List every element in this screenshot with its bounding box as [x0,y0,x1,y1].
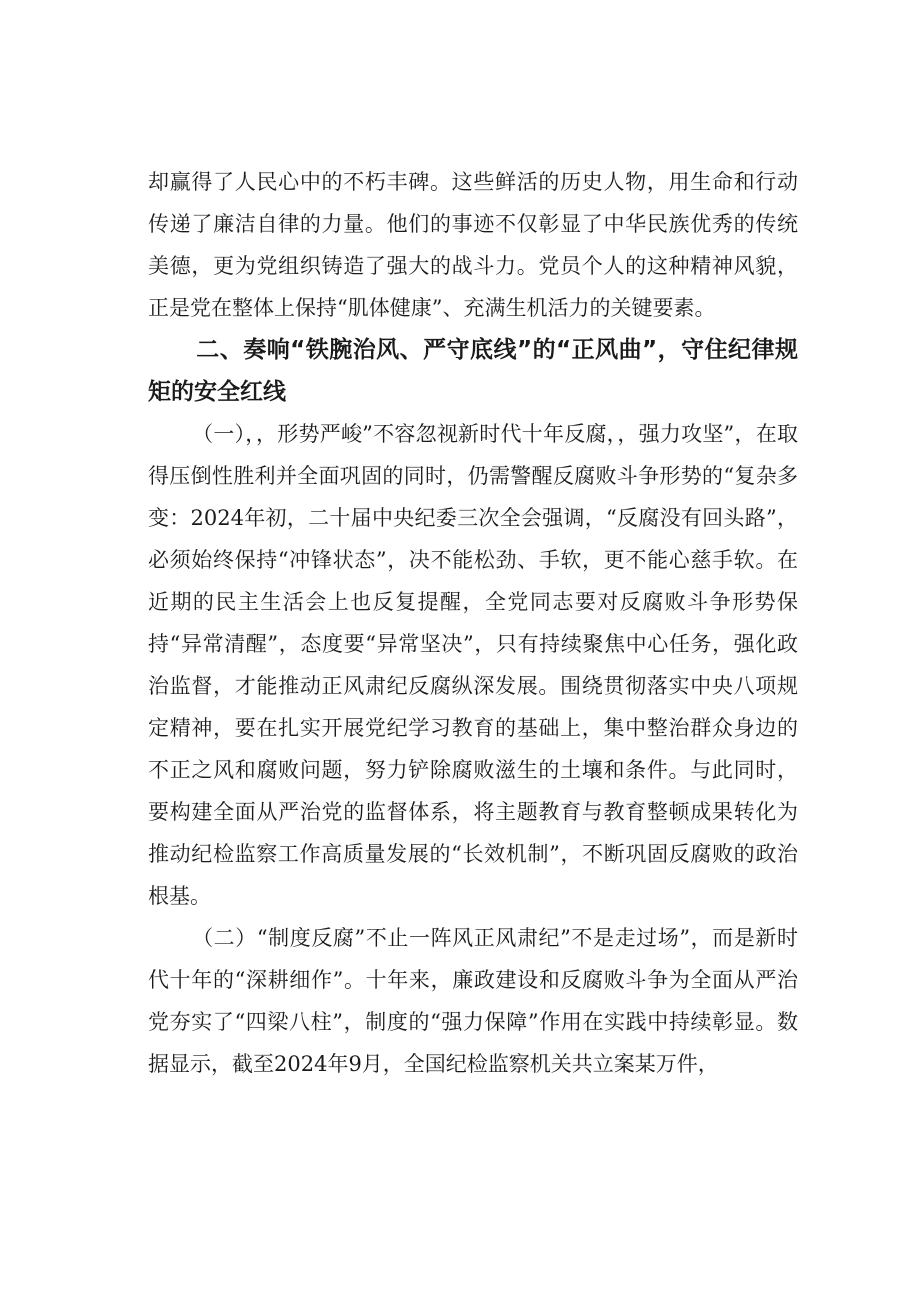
section-heading: 二、奏响“铁腕治风、严守底线”的“正风曲”，守住纪律规矩的安全红线 [148,337,798,405]
paragraph-1: （一），，形势严峻”不容忽视新时代十年反腐，，强力攻坚”，在取得压倒性胜利并全面巩固的同时，仍需警醒反腐败斗争形势的“复杂多变：2024年初，二十届中央纪委三次全会强调，“反腐没有回头路”，必须始终保持“冲锋状态”，决不能松劲、手软，更不能心慈手软。在近期的民主生活会上也反复提醒，全党同志要对反腐败斗争形势保持“异常清醒”，态度要“异常坚决”，只有持续聚焦中心任务，强化政治监督，才能推动正风肃纪反腐纵深发展。围绕贯彻落实中央八项规定精神，要在扎实开展党纪学习教育的基础上，集中整治群众身边的不正之风和腐败问题，努力铲除腐败滋生的土壤和条件。与此同时，要构建全面从严治党的监督体系，将主题教育与教育整顿成果转化为推动纪检监察工作高质量发展的“长效机制”，不断巩固反腐败的政治根基。 [148,422,798,908]
document-body [148,161,798,1085]
paragraph-2: （二）“制度反腐”不止一阵风正风肃纪”不是走过场”，而是新时代十年的“深耕细作”。十年来，廉政建设和反腐败斗争为全面从严治党夯实了“四梁八柱”，制度的“强力保障”作用在实践中持续彰显。数据显示，截至2024年9月，全国纪检监察机关共立案某万件， [148,926,798,1076]
paragraph-continued: 却赢得了人民心中的不朽丰碑。这些鲜活的历史人物，用生命和行动传递了廉洁自律的力量。他们的事迹不仅彰显了中华民族优秀的传统美德，更为党组织铸造了强大的战斗力。党员个人的这种精神风貌，正是党在整体上保持“肌体健康”、充满生机活力的关键要素。 [148,170,798,320]
